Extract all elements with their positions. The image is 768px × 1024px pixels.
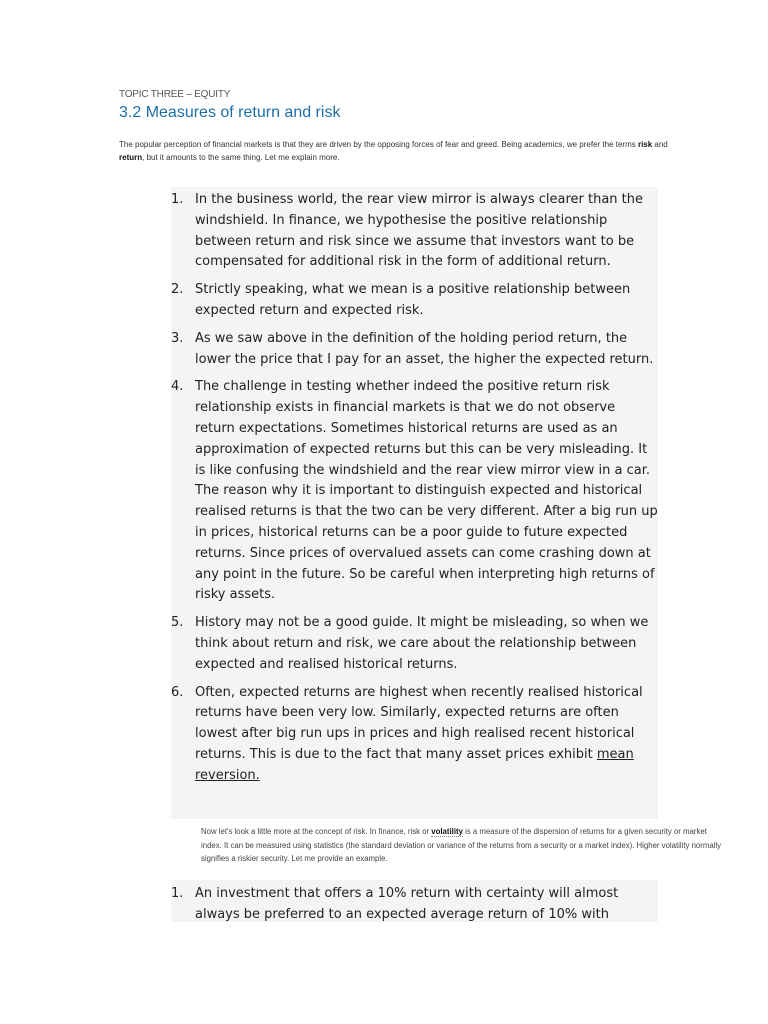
- list-item-text: Strictly speaking, what we mean is a positive relationship between expected return and expected risk.: [195, 282, 631, 318]
- intro-return-term: return: [119, 153, 143, 162]
- list-item: [171, 280, 658, 322]
- intro-risk-term: risk: [637, 140, 653, 149]
- list-item: [171, 190, 658, 273]
- topic-label: TOPIC THREE – EQUITY: [119, 89, 231, 100]
- note-text-2: is a measure of the dispersion of returns for a given security or market index. It can be measured using statistics (the standard deviation or variance of the returns from a security or a market index). Higher volatility normally signifies a riskier security. Let me provide an example.: [201, 827, 722, 863]
- mean-reversion-link[interactable]: mean reversion.: [195, 746, 634, 783]
- numbered-list-secondary: [171, 880, 658, 922]
- list-item-text: The challenge in testing whether indeed the positive return risk relationship exists in financial markets is that we do not observe return expectations. Sometimes historical returns are used as an approximation of expected returns but this can be very misleading. It is like confusing the windshield and the rear view mirror view in a car. The reason why it is important to distinguish expected and historical realised returns is that the two can be very different. After a big run up in prices, historical returns can be a poor guide to future expected returns. Since prices of overvalued assets can come crashing down at any point in the future. So be careful when interpreting high returns of risky assets.: [195, 379, 658, 603]
- list-item-number: 1.: [171, 192, 184, 207]
- list-item-number: 2.: [171, 282, 184, 298]
- list-item: [171, 683, 658, 787]
- list-item: [171, 329, 658, 371]
- note-text-1: Now let's look a little more at the concept of risk. In finance, risk or: [201, 827, 432, 836]
- list-item-text: History may not be a good guide. It might be misleading, so when we think about return and risk, we care about the relationship between expected and realised historical returns.: [195, 615, 649, 672]
- list-item: [171, 377, 658, 606]
- page-title: 3.2 Measures of return and risk: [119, 104, 341, 121]
- intro-and: and: [652, 140, 668, 149]
- list-item-text: As we saw above in the definition of the holding period return, the lower the price that I pay for an asset, the higher the expected return.: [195, 330, 654, 367]
- list-item: [171, 613, 658, 675]
- intro-text-2: , but it amounts to the same thing. Let me explain more.: [142, 153, 340, 162]
- numbered-list-main: [171, 187, 658, 819]
- list-item-number: 6.: [171, 684, 184, 700]
- list-item-number: 1.: [171, 886, 184, 901]
- intro-paragraph: [119, 138, 679, 164]
- risk-note-paragraph: [194, 821, 729, 870]
- list-item-text: In the business world, the rear view mirror is always clearer than the windshield. In finance, we hypothesise the positive relationship between return and risk since we assume that investors want to be compensated for additional risk in the form of additional return.: [195, 192, 643, 270]
- list-item-number: 4.: [171, 379, 184, 395]
- list-item: [171, 884, 658, 926]
- list-item-number: 3.: [171, 330, 184, 346]
- intro-text-1: The popular perception of financial markets is that they are driven by the opposing forces of fear and greed. Being academics, we prefer the terms: [119, 140, 638, 149]
- list-item-text: Often, expected returns are highest when recently realised historical returns have been very low. Similarly, expected returns are often lowest after big run ups in prices and high realised recent historical returns. This is due to the fact that many asset prices exhibit: [195, 684, 643, 762]
- list-item-text: An investment that offers a 10% return with certainty will almost always be preferred to an expected average return of 10% with: [195, 886, 619, 922]
- volatility-term[interactable]: volatility: [431, 827, 463, 836]
- list-item-number: 5.: [171, 615, 184, 631]
